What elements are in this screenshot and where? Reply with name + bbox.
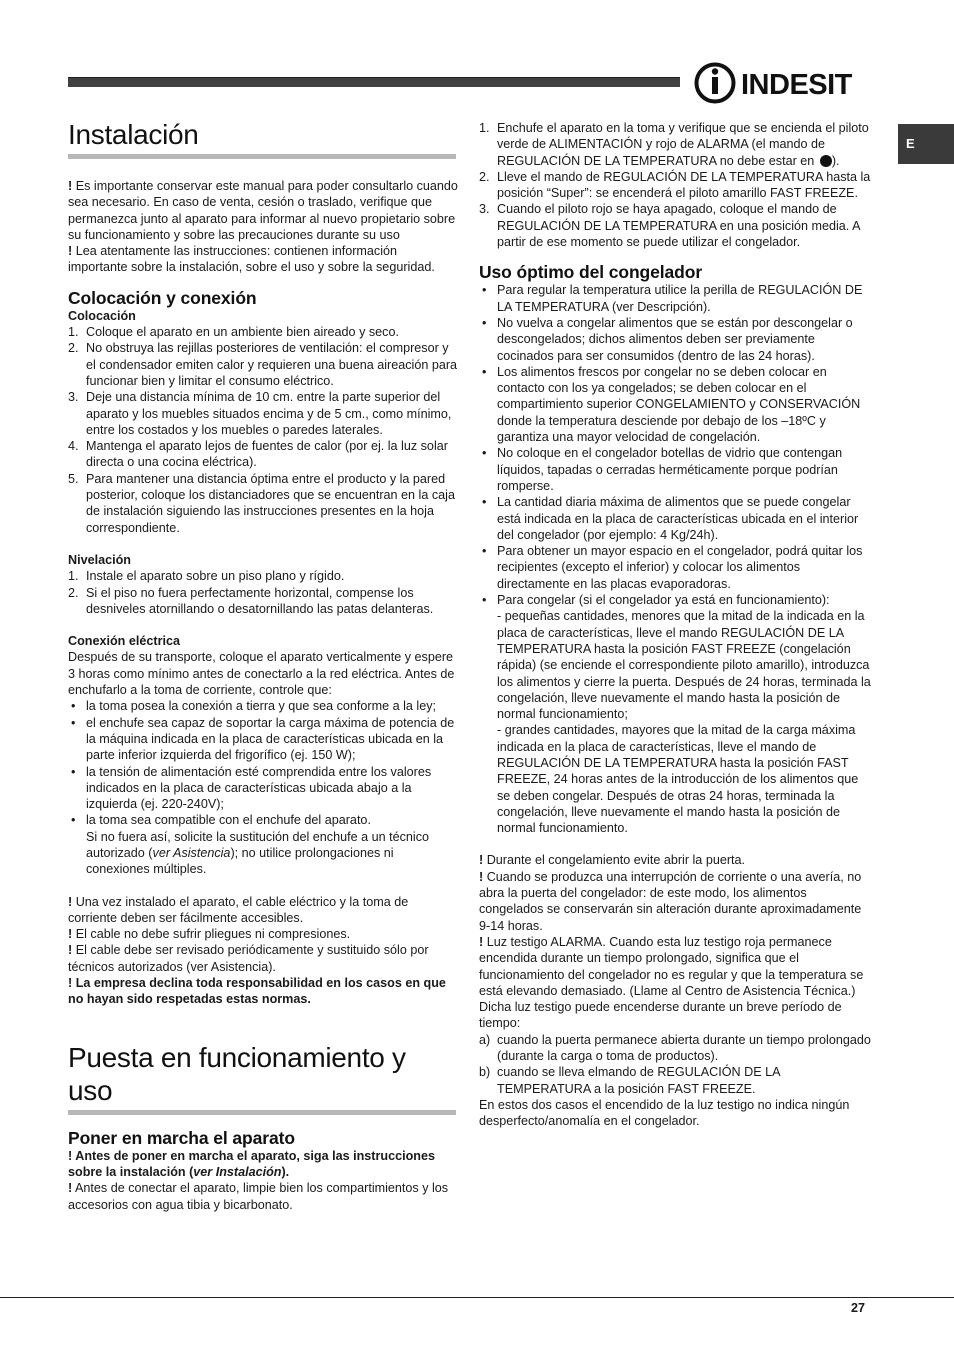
list-item: • No coloque en el congelador botellas de vidrio que contengan líquidos, tapadas o cerradas herméticamente porque podrían romperse.: [479, 445, 871, 494]
left-column: [68, 118, 460, 1213]
off-position-icon: [820, 155, 832, 167]
installation-title: Instalación: [68, 118, 456, 159]
page-number: 27: [851, 1301, 866, 1315]
intro-paragraph-2: ! Lea atentamente las instrucciones: contienen información importante sobre la instalación, sobre el uso y sobre la seguridad.: [68, 244, 435, 275]
list-item: 2. Lleve el mando de REGULACIÓN DE LA TEMPERATURA hasta la posición “Super”: se encenderá el piloto amarillo FAST FREEZE.: [479, 169, 871, 201]
list-item: b) cuando se lleva elmando de REGULACIÓN DE LA TEMPERATURA a la posición FAST FREEZE.: [479, 1065, 780, 1096]
language-tab-label: E: [906, 136, 915, 151]
assistance-link-text: ver Asistencia: [152, 845, 231, 860]
brand-name: INDESIT: [741, 69, 852, 101]
list-item: • la toma sea compatible con el enchufe del aparato. Si no fuera así, solicite la sustitución del enchufe a un técnico autorizado (ver Asistencia); no utilice prolongaciones ni conexiones múltiples.: [68, 812, 460, 877]
large-quantities: - grandes cantidades, mayores que la mitad de la carga máxima indicada en la placa de características, lleve el mando de REGULACIÓN DE LA TEMPERATURA hasta la posición FAST FREEZE, 24 horas antes de la introducción de los alimentos que se deben congelar. Después de otras 24 horas, terminada la congelación, lleve nuevamente el mando hasta la posición de normal funcionamiento.: [497, 723, 859, 836]
electric-intro: Después de su transporte, coloque el aparato verticalmente y espere 3 horas como mínimo antes de conectarlo a la red eléctrica. Antes de enchufarlo a la toma de corriente, controle que:: [68, 650, 455, 698]
language-tab: [898, 124, 954, 164]
freezer-note-3: ! Luz testigo ALARMA. Cuando esta luz testigo roja permanece encendida durante un tiempo prolongado, significa que el funcionamiento del congelador no es regular y que la temperatura se está elevando demasiado. (Llame al Centro de Asistencia Técnica.): [479, 934, 864, 998]
alarm-cases-list: [479, 1032, 871, 1097]
leveling-list: [68, 568, 460, 617]
right-column: [479, 120, 871, 1130]
header-bar: [68, 77, 680, 87]
freezer-closing: En estos dos casos el encendido de la luz testigo no indica ningún desperfecto/anomalía en el congelador.: [479, 1097, 850, 1129]
list-item: 1. Coloque el aparato en un ambiente bien aireado y seco.: [68, 325, 399, 340]
footer-rule: [0, 1297, 954, 1298]
freezer-list: [479, 282, 871, 836]
installation-link-text: ver Instalación: [193, 1164, 282, 1179]
list-item: 5. Para mantener una distancia óptima entre el producto y la pared posterior, coloque los distanciadores que se encuentran en la caja de instalación siguiendo las instrucciones presentes en la hoja correspondiente.: [68, 471, 455, 535]
intro-paragraph-1: ! Es importante conservar este manual para poder consultarlo cuando sea necesario. En caso de venta, cesión o traslado, verifique que permanezca junto al aparato para informar al nuevo propietario sobre su funcionamiento y sobre las precauciones durante su uso: [68, 179, 458, 242]
electric-list: [68, 698, 460, 877]
placement-subtitle: Colocación: [68, 308, 136, 323]
warning-4: ! La empresa declina toda responsabilidad en los casos en que no hayan sido respetadas estas normas.: [68, 976, 446, 1007]
list-item: • Para congelar (si el congelador ya está en funcionamiento): - pequeñas cantidades, menores que la mitad de la indicada en la placa de características, lleve el mando REGULACIÓN DE LA TEMPERATURA hasta la posición FAST FREEZE (congelación rápida) (se enciende el correspondiente piloto amarillo), introduzca los alimentos y cierre la puerta. Después de 24 horas, terminada la congelación, lleve nuevamente el mando hasta la posición de normal funcionamiento; - grandes cantidades, mayores que la mitad de la carga máxima indicada en la placa de características, lleve el mando de REGULACIÓN DE LA TEMPERATURA hasta la posición FAST FREEZE, 24 horas antes de la introducción de los alimentos que se deben congelar. Después de otras 24 horas, terminada la congelación, lleve nuevamente el mando hasta la posición de normal funcionamiento.: [479, 592, 871, 836]
indesit-logo: [693, 60, 869, 106]
list-item: 2. No obstruya las rejillas posteriores de ventilación: el compresor y el condensador emiten calor y requieren una buena aireación para funcionar bien y limitar el consumo eléctrico.: [68, 341, 458, 388]
list-item: 3. Cuando el piloto rojo se haya apagado, coloque el mando de REGULACIÓN DE LA TEMPERATURA en una posición media. A partir de ese momento se puede utilizar el congelador.: [479, 202, 860, 250]
list-item: 1. Instale el aparato sobre un piso plano y rígido.: [68, 569, 345, 584]
warning-3: ! El cable debe ser revisado periódicamente y sustituido sólo por técnicos autorizados (ver Asistencia).: [68, 943, 429, 974]
list-item: 2. Si el piso no fuera perfectamente horizontal, compense los desniveles atornillando o desatornillando las patas delanteras.: [68, 585, 434, 616]
startup-subtitle: Poner en marcha el aparato: [68, 1127, 295, 1148]
list-item: 4. Mantenga el aparato lejos de fuentes de calor (por ej. la luz solar directa o una cocina eléctrica).: [68, 439, 448, 470]
brand-logo-icon: [693, 60, 869, 106]
list-item: 1. Enchufe el aparato en la toma y verifique que se encienda el piloto verde de ALIMENTACIÓN y rojo de ALARMA (el mando de REGULACIÓN DE LA TEMPERATURA no debe estar en ).: [479, 121, 869, 168]
freezer-title: Uso óptimo del congelador: [479, 262, 703, 283]
freezer-note-1: ! Durante el congelamiento evite abrir la puerta.: [479, 853, 746, 868]
list-item: 3. Deje una distancia mínima de 10 cm. entre la parte superior del aparato y los muebles situados encima y de 5 cm., como mínimo, entre los costados y los muebles o paredes laterales.: [68, 390, 452, 437]
list-item: • No vuelva a congelar alimentos que se están por descongelar o descongelados; dichos alimentos deben ser previamente cocinados para ser consumidos (dentro de las 24 horas).: [479, 315, 871, 364]
warning-1: ! Una vez instalado el aparato, el cable eléctrico y la toma de corriente deben ser fácilmente accesibles.: [68, 894, 409, 925]
list-item: • Los alimentos frescos por congelar no se deben colocar en contacto con los ya congelados; se deben colocar en el compartimiento superior CONGELAMIENTO y CONSERVACIÓN donde la temperatura desciende por debajo de los –18ºC y garantiza una mayor velocidad de congelación.: [479, 364, 871, 445]
list-item: • Para obtener un mayor espacio en el congelador, podrá quitar los recipientes (excepto el inferior) y colocar los alimentos directamente en las placas evaporadoras.: [479, 543, 871, 592]
startup-title: Puesta en funcionamiento y uso: [68, 1041, 456, 1115]
list-item: • el enchufe sea capaz de soportar la carga máxima de potencia de la máquina indicada en la placa de características ubicada en la parte inferior izquierda del frigorífico (ej. 150 W);: [68, 715, 460, 764]
warning-2: ! El cable no debe sufrir pliegues ni compresiones.: [68, 927, 351, 942]
startup-note-2: ! Antes de conectar el aparato, limpie bien los compartimientos y los accesorios con agua tibia y bicarbonato.: [68, 1181, 449, 1212]
small-quantities: - pequeñas cantidades, menores que la mitad de la indicada en la placa de características, lleve el mando REGULACIÓN DE LA TEMPERATURA hasta la posición FAST FREEZE (congelación rápida) (se enciende el correspondiente piloto amarillo), introduzca los alimentos y cierre la puerta. Después de 24 horas, terminada la congelación, lleve nuevamente el mando hasta la posición de normal funcionamiento;: [497, 609, 871, 722]
list-item: • La cantidad diaria máxima de alimentos que se puede congelar está indicada en la placa de características ubicada en el interior del congelador (por ejemplo: 4 Kg/24h).: [479, 494, 871, 543]
startup-steps: [479, 120, 871, 250]
list-item: • Para regular la temperatura utilice la perilla de REGULACIÓN DE LA TEMPERATURA (ver Descripción).: [479, 282, 871, 315]
electric-subtitle: Conexión eléctrica: [68, 634, 180, 649]
freezer-note-4: Dicha luz testigo puede encenderse durante un breve período de tiempo:: [479, 1000, 842, 1031]
placement-title: Colocación y conexión: [68, 287, 257, 308]
list-item: • la toma posea la conexión a tierra y que sea conforme a la ley;: [68, 698, 460, 714]
list-item: a) cuando la puerta permanece abierta durante un tiempo prolongado (durante la carga o toma de productos).: [479, 1032, 871, 1064]
leveling-subtitle: Nivelación: [68, 552, 131, 567]
freezer-note-2: ! Cuando se produzca una interrupción de corriente o una avería, no abra la puerta del congelador: de este modo, los alimentos congelados se conservarán sin alteración durante aproximadamente 9-14 horas.: [479, 869, 862, 933]
list-item: • la tensión de alimentación esté comprendida entre los valores indicados en la placa de características ubicada abajo a la izquierda (ej. 220-240V);: [68, 764, 460, 813]
startup-note-1: ! Antes de poner en marcha el aparato, siga las instrucciones sobre la instalación (ver Instalación).: [68, 1148, 435, 1179]
placement-list: [68, 324, 460, 536]
